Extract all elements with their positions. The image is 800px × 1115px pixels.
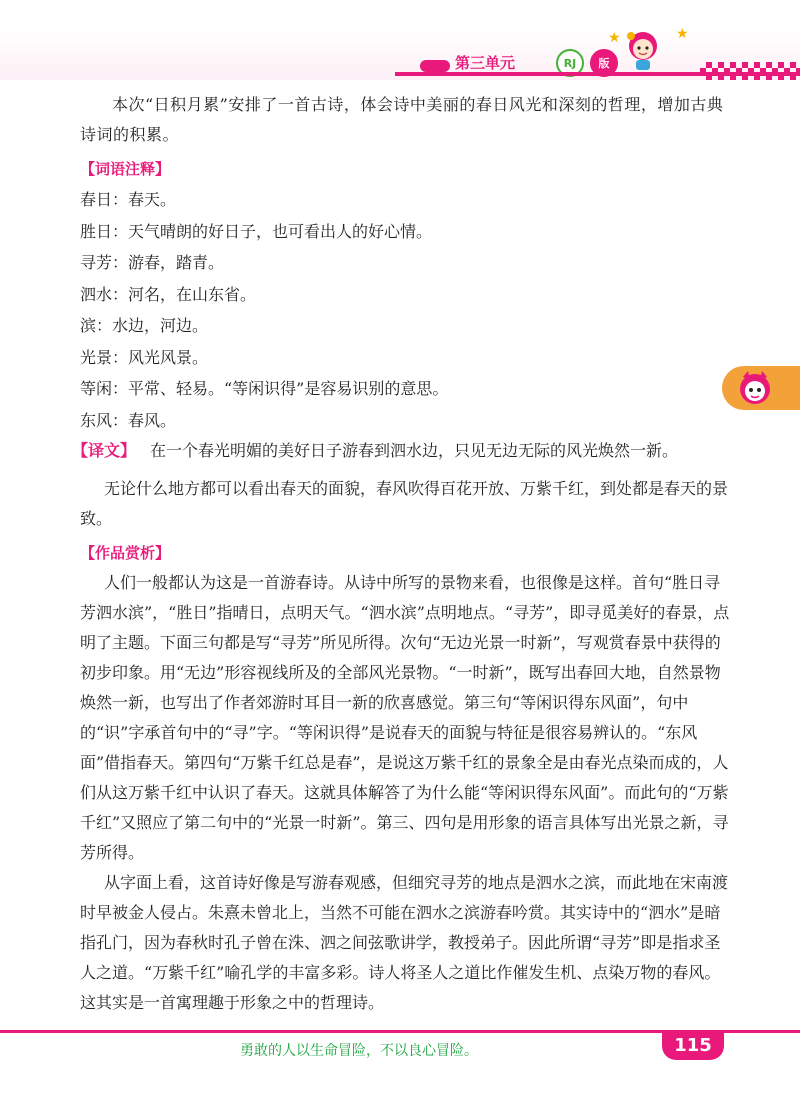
glossary-title: 【词语注释】 xyxy=(80,160,171,178)
glossary-item: 滨：水边，河边。 xyxy=(80,316,209,335)
page-header xyxy=(0,0,800,90)
intro-paragraph: 本次“日积月累”安排了一首古诗，体会诗中美丽的春日风光和深刻的哲理，增加古典诗词的积累。 xyxy=(80,95,724,144)
glossary-item: 胜日：天气晴朗的好日子，也可看出人的好心情。 xyxy=(80,221,433,241)
header-rule xyxy=(395,72,800,76)
glossary-item: 光景：风光风景。 xyxy=(80,347,209,367)
mascot-girl-icon xyxy=(618,22,668,72)
page-number: 115 xyxy=(662,1030,724,1060)
star-icon: ★ xyxy=(676,26,689,42)
glossary-item: 东风：春风。 xyxy=(80,410,177,430)
translation-text-1: 在一个春光明媚的美好日子游春到泗水边，只见无边无际的风光焕然一新。 xyxy=(150,441,679,460)
edition-badge-ban: 版 xyxy=(590,49,618,77)
edition-badge-rj: RJ xyxy=(556,49,584,77)
unit-pill xyxy=(420,60,450,72)
glossary-item: 等闲：平常、轻易。“等闲识得”是容易识别的意思。 xyxy=(80,379,449,398)
checker-pattern xyxy=(700,62,800,80)
appreciation-paragraph-1: 人们一般都认为这是一首游春诗。从诗中所写的景物来看，也很像是这样。首句“胜日寻芳泗水滨”，“胜日”指晴日，点明天气。“泗水滨”点明地点。“寻芳”，即寻觅美好的春景，点明了主题。下面三句都是写“寻芳”所见所得。次句“无边光景一时新”，写观赏春景中获得的初步印象。用“无边”形容视线所及的全部风光景物。“一时新”，既写出春回大地，自然景物焕然一新，也写出了作者郊游时耳目一新的欣喜感觉。第三句“等闲识得东风面”，句中的“识”字承首句中的“寻”字。“等闲识得”是说春天的面貌与特征是很容易辨认的。“东风面”借指春天。第四句“万紫千红总是春”，是说这万紫千红的景象全是由春光点染而成的，人们从这万紫千红中认识了春天。这就具体解答了为什么能“等闲识得东风面”。而此句的“万紫千红”又照应了第二句中的“光景一时新”。第三、四句是用形象的语言具体写出光景之新，寻芳所得。 xyxy=(80,573,730,862)
appreciation-paragraph-2: 从字面上看，这首诗好像是写游春观感，但细究寻芳的地点是泗水之滨，而此地在宋南渡时早被金人侵占。朱熹未曾北上，当然不可能在泗水之滨游春吟赏。其实诗中的“泗水”是暗指孔门，因为春秋时孔子曾在洙、泗之间弦歌讲学，教授弟子。因此所谓“寻芳”即是指求圣人之道。“万紫千红”喻孔学的丰富多彩。诗人将圣人之道比作催发生机、点染万物的春风。这其实是一首寓理趣于形象之中的哲理诗。 xyxy=(80,873,729,1012)
glossary-item: 春日：春天。 xyxy=(80,190,177,209)
appreciation-title: 【作品赏析】 xyxy=(80,544,171,562)
footer-motto: 勇敢的人以生命冒险，不以良心冒险。 xyxy=(240,1043,478,1059)
glossary-item: 寻芳：游春，踏青。 xyxy=(80,253,225,272)
glossary-item: 泗水：河名，在山东省。 xyxy=(80,284,257,304)
translation-text-2: 无论什么地方都可以看出春天的面貌，春风吹得百花开放、万紫千红，到处都是春天的景致。 xyxy=(80,479,729,528)
translation-title: 【译文】 xyxy=(72,441,137,460)
translation-line-1 xyxy=(72,436,730,466)
star-icon: ★ xyxy=(608,30,621,46)
unit-label: 第三单元 xyxy=(455,54,516,72)
page-content xyxy=(72,90,730,1018)
mascot-face-icon xyxy=(735,368,775,408)
